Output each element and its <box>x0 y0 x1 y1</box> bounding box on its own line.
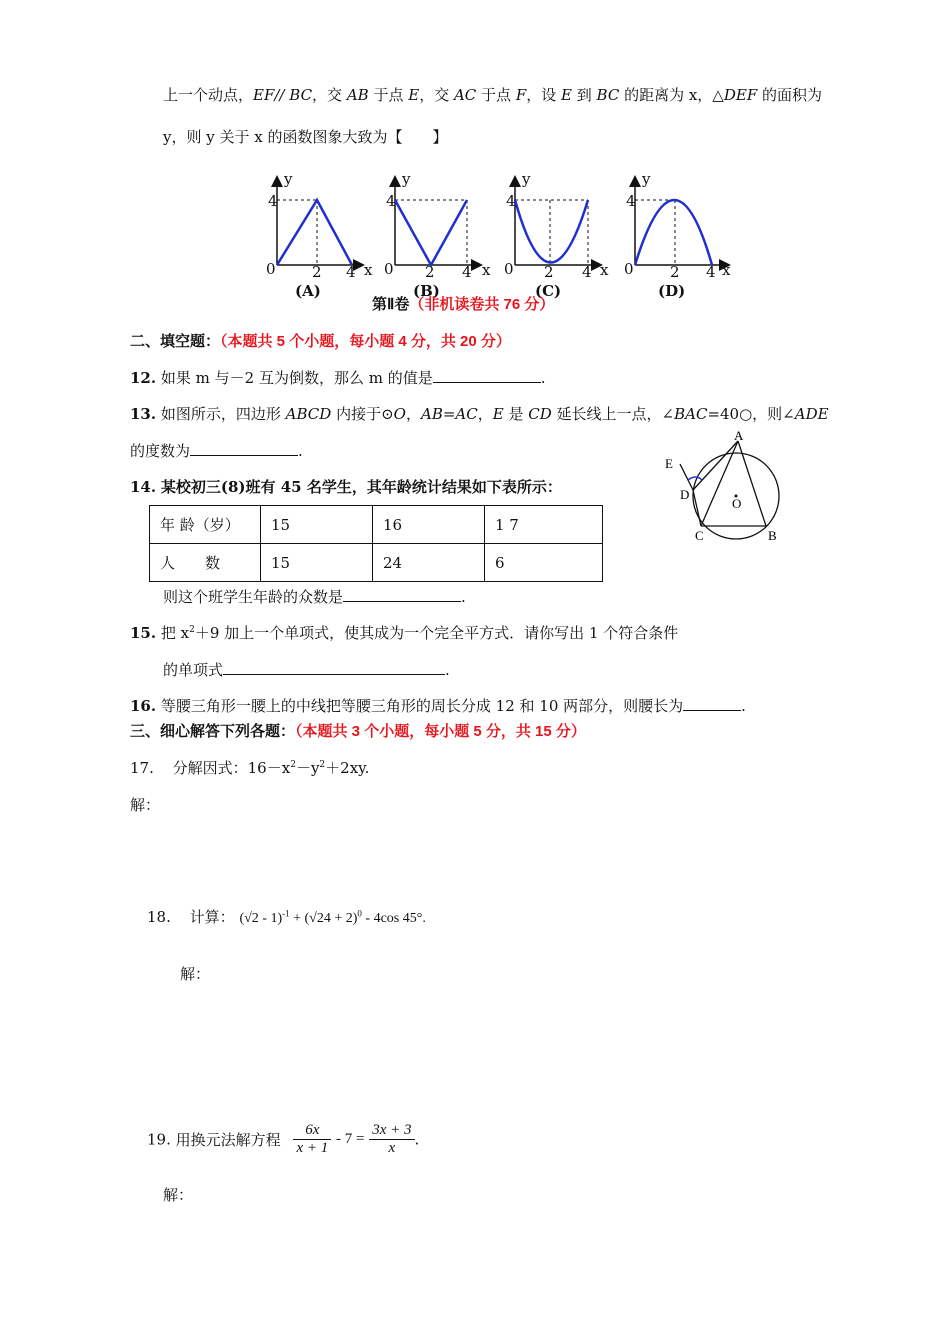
question-12 <box>130 367 546 388</box>
graph-c-x-tick-mid: 2 <box>544 263 554 281</box>
question-16 <box>130 695 746 716</box>
question-13 <box>130 403 829 424</box>
segment-ab: AB <box>346 86 369 104</box>
label-o: O <box>732 496 742 511</box>
graph-a-curve <box>277 200 352 265</box>
question-text: 用换元法解方程 <box>175 1131 281 1149</box>
point-e: E <box>492 405 504 423</box>
graph-a-y-tick: 4 <box>268 192 278 210</box>
question-text: 如图所示，四边形 <box>160 405 286 423</box>
segment-ac: AC <box>453 86 477 104</box>
graph-c-y-axis-label: y <box>522 170 531 188</box>
period: . <box>741 697 746 715</box>
question-text: 内接于⊙ <box>331 405 394 423</box>
graph-a-origin: 0 <box>266 260 276 278</box>
quadrilateral-abcd: ABCD <box>285 405 332 423</box>
segment-ef: EF <box>253 86 275 104</box>
superscript: 2 <box>319 760 326 770</box>
question-number: 12. <box>130 369 157 387</box>
superscript: 0 <box>357 908 362 919</box>
superscript: -1 <box>282 908 290 919</box>
answer-blank[interactable] <box>343 587 461 602</box>
question-text: 则这个班学生年龄的众数是 <box>163 588 344 606</box>
table-cell: 16 <box>373 506 485 544</box>
question-13-line2 <box>130 440 303 461</box>
period: . <box>414 1130 420 1149</box>
section-3-note: （本题共 3 个小题，每小题 5 分，共 15 分） <box>295 723 586 740</box>
label-a: A <box>734 428 744 443</box>
section-2-note: （本题共 5 个小题，每小题 4 分，共 20 分） <box>220 333 511 350</box>
fraction-denominator: x + 1 <box>296 1140 329 1156</box>
circle-figure <box>658 428 788 546</box>
segment-bc: BC <box>289 86 313 104</box>
question-text: ＋9 加上一个单项式，使其成为一个完全平方式．请你写出 1 个符合条件 <box>194 624 679 642</box>
graph-b-origin: 0 <box>384 260 394 278</box>
triangle-def: DEF <box>723 86 758 104</box>
table-cell: 6 <box>485 544 603 582</box>
label-c: C <box>695 528 704 543</box>
graph-a-label: (A) <box>295 282 321 300</box>
intro-text: 的面积为 <box>757 86 823 104</box>
angle-bac: BAC <box>674 405 708 423</box>
graph-c-x-tick-end: 4 <box>582 263 592 281</box>
age-table <box>149 505 603 582</box>
question-text: －y <box>295 759 320 777</box>
graph-d-y-axis-label: y <box>642 170 651 188</box>
answer-blank[interactable] <box>683 696 741 711</box>
question-text: ＋2xy. <box>325 759 370 777</box>
graph-d-origin: 0 <box>624 260 634 278</box>
superscript: 2 <box>290 760 296 770</box>
question-number: 18. <box>147 908 171 926</box>
table-cell: 15 <box>261 544 373 582</box>
question-number: 13. <box>130 405 157 423</box>
question-14 <box>130 476 562 497</box>
question-14-ask <box>163 586 466 607</box>
table-cell: 24 <box>373 544 485 582</box>
graph-a-x-tick-end: 4 <box>346 263 356 281</box>
question-text: 的单项式 <box>163 661 224 679</box>
graph-d-x-tick-mid: 2 <box>670 263 680 281</box>
question-text: 计算： <box>189 908 235 926</box>
equation-ab-ac: AB=AC <box>420 405 478 423</box>
question-text: 把 x <box>160 624 190 642</box>
question-text: 如果 m 与－2 互为倒数，那么 m 的值是 <box>160 369 433 387</box>
question-15-line2 <box>163 659 450 680</box>
angle-ade: ADE <box>794 405 829 423</box>
question-text: 的度数为 <box>130 442 191 460</box>
volume-title-prefix: 第Ⅱ卷 <box>372 296 410 313</box>
graph-c-x-axis-label: x <box>600 261 609 279</box>
graph-c-curve <box>515 200 588 263</box>
answer-blank[interactable] <box>190 441 298 456</box>
question-19-answer-label: 解： <box>163 1186 194 1204</box>
question-text: 分解因式：16－x <box>172 759 291 777</box>
question-text: ， <box>405 405 421 423</box>
answer-blank[interactable] <box>433 368 541 383</box>
intro-text: ，交 <box>312 86 347 104</box>
question-18-answer-label: 解： <box>180 965 211 983</box>
graph-a <box>277 178 362 265</box>
question-19 <box>147 1122 419 1157</box>
graph-b <box>395 178 480 265</box>
intro-text: ，交 <box>419 86 454 104</box>
point-f: F <box>515 86 527 104</box>
graph-b-label: (B) <box>413 282 440 300</box>
graph-b-curve <box>395 200 467 265</box>
superscript: 2 <box>189 625 195 635</box>
graph-a-y-axis-label: y <box>284 170 293 188</box>
label-d: D <box>680 487 690 502</box>
table-row <box>150 544 603 582</box>
graph-b-y-tick: 4 <box>386 192 396 210</box>
graph-b-y-axis-label: y <box>402 170 411 188</box>
fraction-numerator: 3x + 3 <box>369 1122 414 1140</box>
graph-c-label: (C) <box>535 282 562 300</box>
point-e: E <box>408 86 420 104</box>
table-cell: 15 <box>261 506 373 544</box>
expression-part: + (√24 + 2) <box>289 911 358 926</box>
table-row <box>150 506 603 544</box>
period: . <box>445 661 450 679</box>
table-cell: 人 数 <box>150 544 261 582</box>
volume-title-note: （非机读卷共 76 分） <box>409 296 555 313</box>
label-b: B <box>768 528 777 543</box>
point-e: E <box>561 86 572 104</box>
section-2-heading <box>130 330 511 351</box>
expression-18 <box>239 908 426 926</box>
question-text: 延长线上一点，∠ <box>551 405 675 423</box>
intro-text: 的距离为 x，△ <box>619 86 724 104</box>
question-number: 16. <box>130 697 157 715</box>
expression-part: (√2 - 1) <box>239 911 283 926</box>
intro-text: 上一个动点， <box>163 86 254 104</box>
parallel-symbol: // <box>274 86 290 104</box>
question-17-answer-label: 解： <box>130 796 161 814</box>
graph-c-y-tick: 4 <box>506 192 516 210</box>
graph-b-x-tick-end: 4 <box>462 263 472 281</box>
section-2-title: 二、填空题： <box>130 333 221 350</box>
question-text: =40○，则∠ <box>707 405 795 423</box>
question-number: 15. <box>130 624 157 642</box>
question-text: 等腰三角形一腰上的中线把等腰三角形的周长分成 12 和 10 两部分，则腰长为 <box>160 697 684 715</box>
circle-o: O <box>393 405 406 423</box>
graph-a-x-tick-mid: 2 <box>312 263 322 281</box>
equation-operator: - 7 = <box>336 1131 365 1147</box>
graph-c <box>515 178 600 265</box>
section-3-heading <box>130 720 586 741</box>
question-number: 17. <box>130 759 154 777</box>
fraction-numerator: 6x <box>293 1122 331 1140</box>
graph-d-curve <box>635 200 712 265</box>
label-e: E <box>665 456 673 471</box>
question-text: 某校初三(8)班有 45 名学生，其年龄统计结果如下表所示： <box>160 478 562 496</box>
intro-text: 到 <box>571 86 597 104</box>
graph-d-y-tick: 4 <box>626 192 636 210</box>
question-intro-line2: y，则 y 关于 x 的函数图象大致为【 】 <box>163 128 448 146</box>
table-cell: 年 龄（岁） <box>150 506 261 544</box>
question-18 <box>147 906 426 927</box>
segment-bc: BC <box>596 86 620 104</box>
graph-c-origin: 0 <box>504 260 514 278</box>
question-text: ， <box>477 405 493 423</box>
fraction-denominator: x <box>388 1140 396 1156</box>
intro-text: 于点 <box>368 86 409 104</box>
answer-blank[interactable] <box>223 660 445 675</box>
graph-d-x-tick-end: 4 <box>706 263 716 281</box>
period: . <box>298 442 303 460</box>
graph-b-x-axis-label: x <box>482 261 491 279</box>
section-3-title: 三、细心解答下列各题： <box>130 723 296 740</box>
graph-a-x-axis-label: x <box>364 261 373 279</box>
period: . <box>540 369 546 387</box>
question-text: 是 <box>503 405 529 423</box>
expression-part: - 4cos 45°. <box>361 911 426 926</box>
graph-d <box>635 178 728 265</box>
period: . <box>461 588 466 606</box>
question-intro-line1 <box>163 84 822 105</box>
volume-title <box>372 293 554 314</box>
question-17 <box>130 757 369 778</box>
question-number: 14. <box>130 478 157 496</box>
intro-text: ，设 <box>526 86 562 104</box>
graph-b-x-tick-mid: 2 <box>425 263 435 281</box>
graph-d-label: (D) <box>658 282 686 300</box>
fraction-1 <box>293 1122 331 1157</box>
intro-text: 于点 <box>476 86 516 104</box>
question-number: 19. <box>147 1130 171 1149</box>
segment-cd: CD <box>528 405 552 423</box>
graph-d-x-axis-label: x <box>722 261 731 279</box>
fraction-2 <box>369 1122 414 1157</box>
question-15 <box>130 622 678 643</box>
table-cell: 1 7 <box>485 506 603 544</box>
